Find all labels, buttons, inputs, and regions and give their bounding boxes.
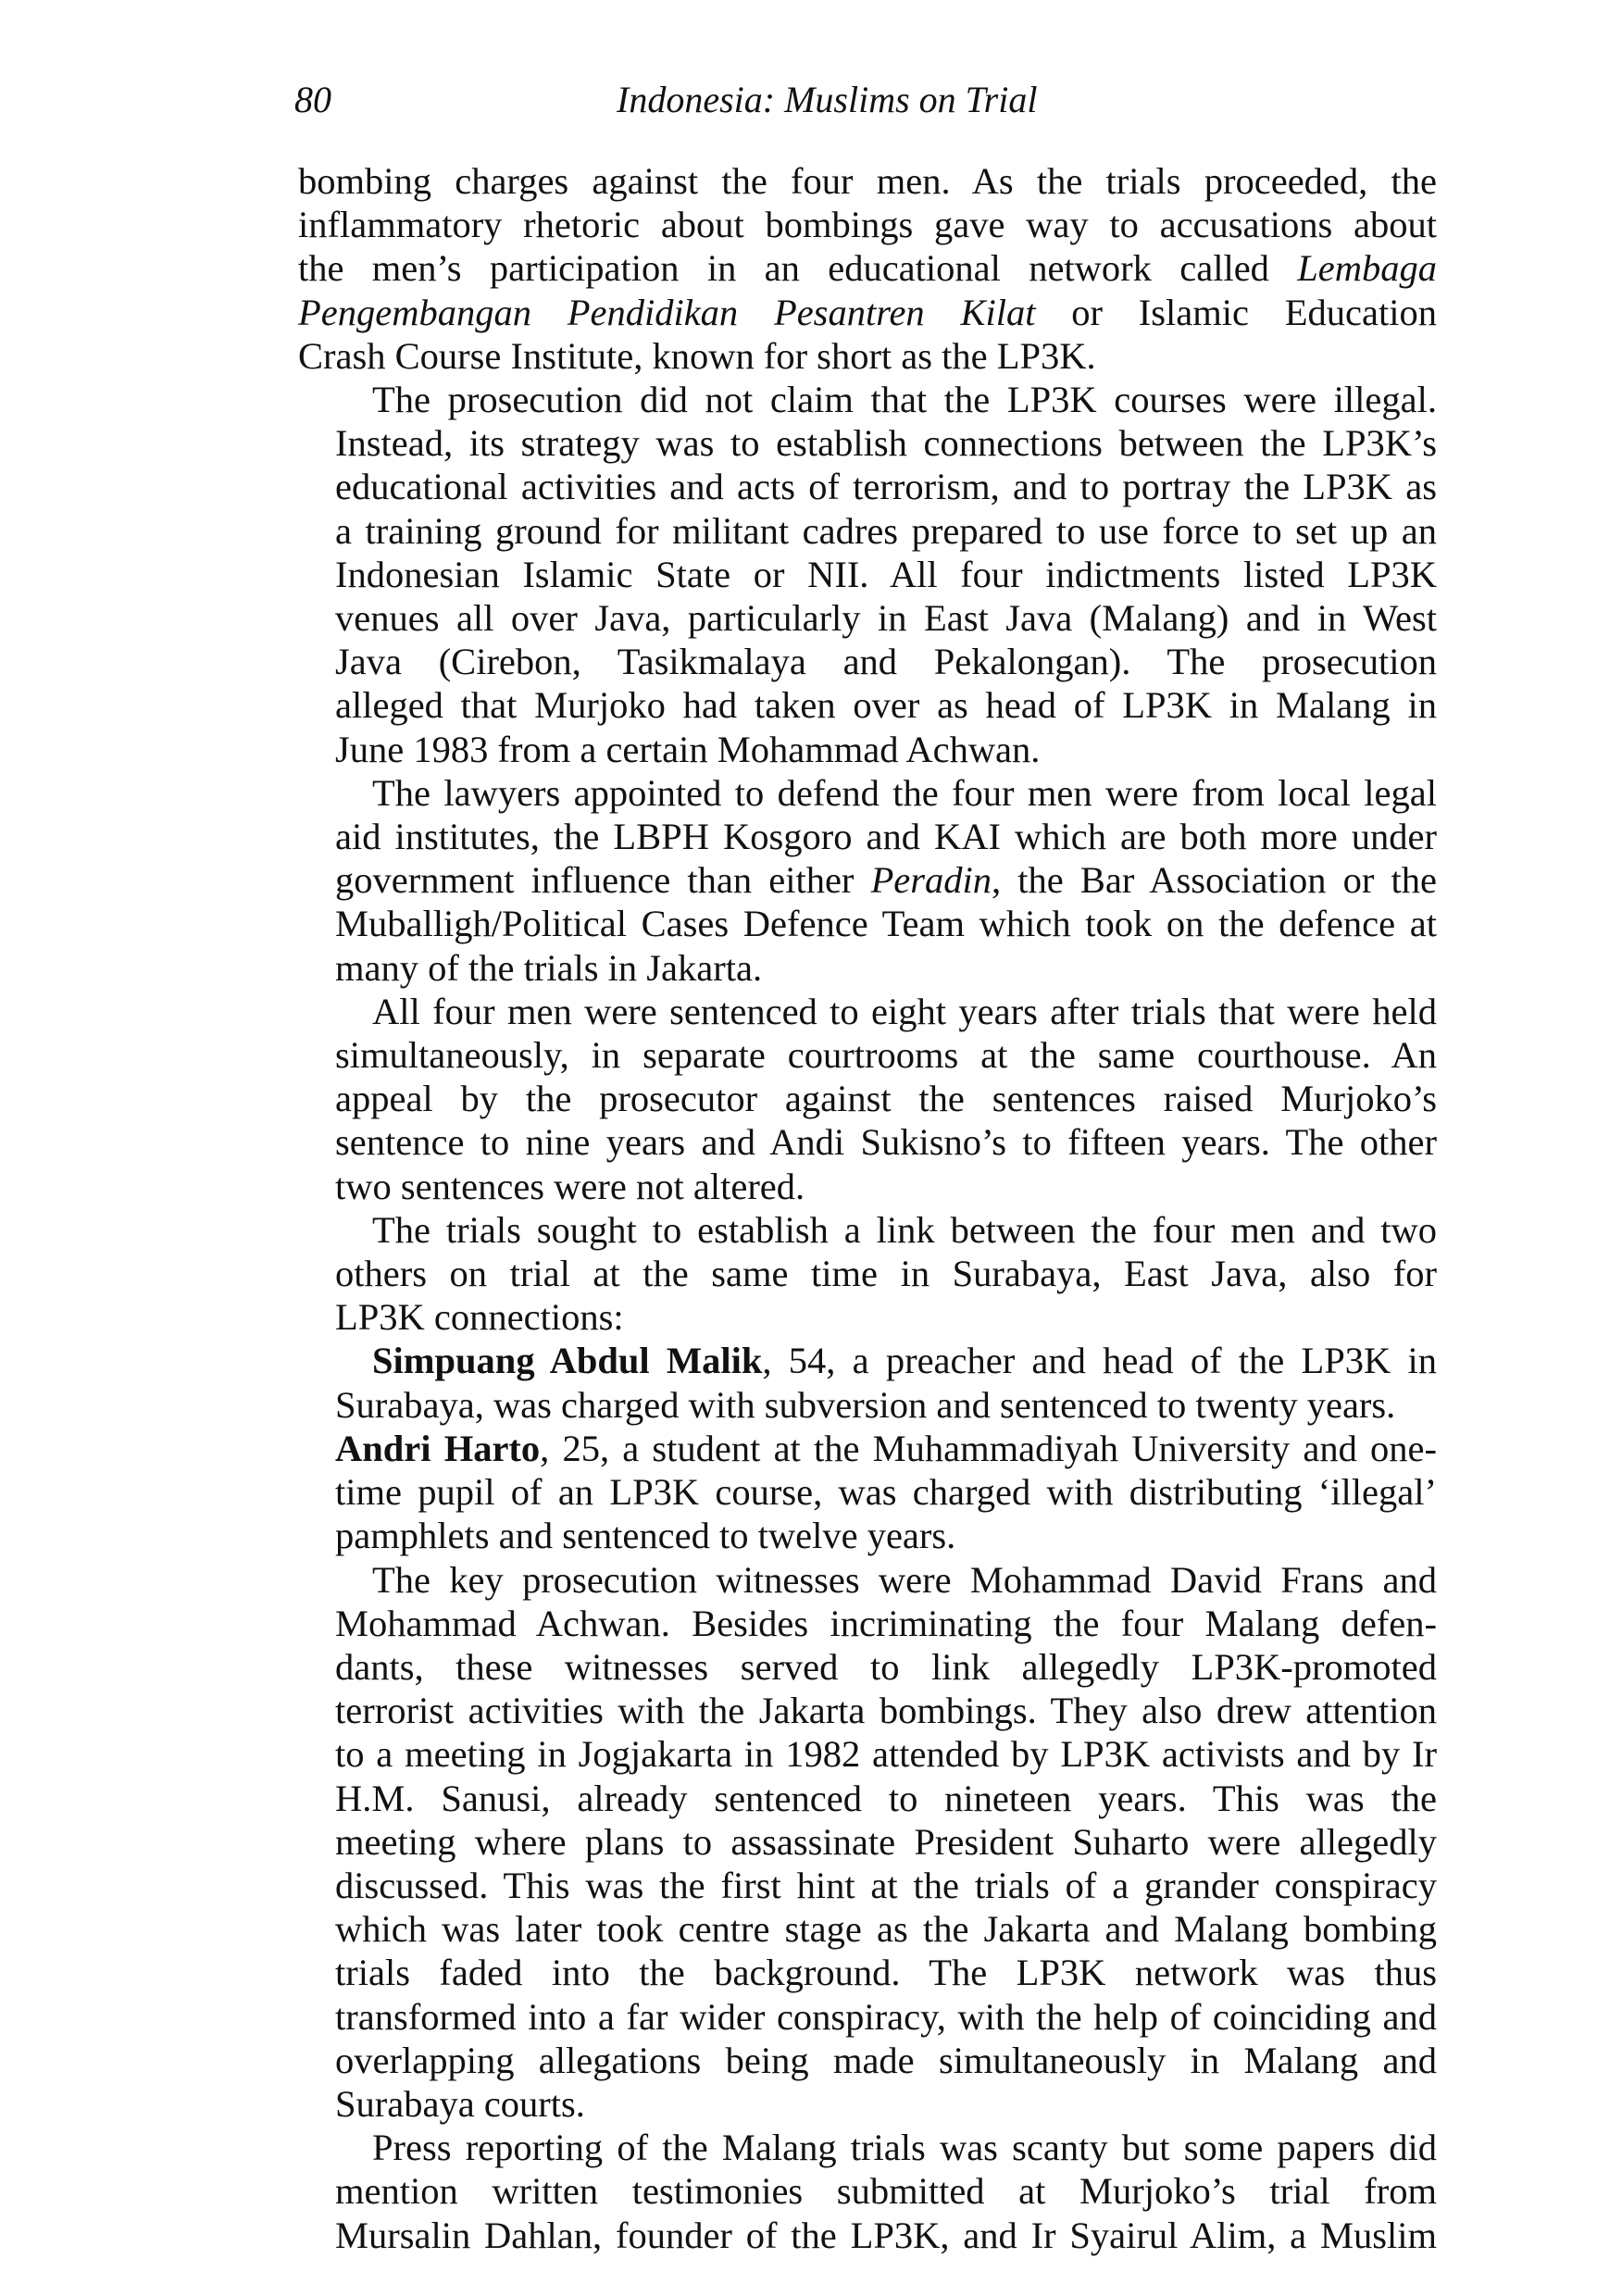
text-line: time pupil of an LP3K course, was charged with distributing ‘illegal’ [335, 1471, 1437, 1514]
paragraph-9 [298, 2126, 1437, 2257]
text-line: Muballigh/Political Cases Defence Team which took on the defence at [335, 903, 1437, 945]
text-line: The prosecution did not claim that the LP3K courses were illegal. [372, 379, 1437, 421]
paragraph-3 [298, 771, 1437, 990]
text-line: The trials sought to establish a link between the four men and two [372, 1208, 1437, 1251]
body-text [298, 159, 1437, 2257]
text-line: bombing charges against the four men. As the trials proceeded, the [298, 160, 1437, 202]
text-line: dants, these witnesses served to link allegedly LP3K-promoted [335, 1645, 1437, 1688]
text-line: sentence to nine years and Andi Sukisno’s to fifteen years. The other [335, 1121, 1437, 1164]
book-title: Indonesia: Muslims on Trial [617, 79, 1038, 120]
text-line: terrorist activities with the Jakarta bombings. They also drew attention [335, 1690, 1437, 1732]
text-line: The key prosecution witnesses were Mohammad David Frans and [372, 1558, 1437, 1601]
text-line: which was later took centre stage as the Jakarta and Malang bombing [335, 1908, 1437, 1951]
paragraph-1 [298, 159, 1437, 378]
running-head [294, 72, 1431, 128]
text-line: overlapping allegations being made simultaneously in Malang and [335, 2039, 1437, 2081]
paragraph-2 [298, 378, 1437, 771]
text-line: to a meeting in Jogjakarta in 1982 attended by LP3K activists and by Ir [335, 1733, 1437, 1776]
text-line: simultaneously, in separate courtrooms at the same courthouse. An [335, 1034, 1437, 1077]
text-line: Crash Course Institute, known for short as the LP3K. [298, 334, 1096, 377]
paragraph-4 [298, 990, 1437, 1208]
text-line: trials faded into the background. The LP3K network was thus [335, 1952, 1437, 1994]
text-line: many of the trials in Jakarta. [335, 946, 763, 989]
text-line: The lawyers appointed to defend the four men were from local legal [372, 771, 1437, 814]
text-line: pamphlets and sentenced to twelve years. [335, 1515, 956, 1557]
text-line: Press reporting of the Malang trials was scanty but some papers did [372, 2127, 1437, 2169]
text-line: Surabaya, was charged with subversion and sentenced to twenty years. [335, 1383, 1396, 1426]
defendant-entry-malik [298, 1339, 1437, 1426]
italic-term: Pengembangan Pendidikan Pesantren Kilat [298, 291, 1036, 333]
text-line: inflammatory rhetoric about bombings gave way to accusations about [298, 204, 1437, 246]
text-fragment: , 25, a student at the Muhammadiyah University and one- [540, 1427, 1437, 1469]
text-line: Surabaya courts. [335, 2082, 585, 2125]
page-number: 80 [294, 79, 331, 120]
text-line: Java (Cirebon, Tasikmalaya and Pekalongan). The prosecution [335, 641, 1437, 683]
text-line: a training ground for militant cadres prepared to use force to set up an [335, 509, 1437, 552]
paragraph-5 [298, 1208, 1437, 1340]
text-line [298, 246, 1437, 290]
text-line: appeal by the prosecutor against the sentences raised Murjoko’s [335, 1078, 1437, 1120]
text-line [298, 858, 1437, 902]
text-fragment: the men’s participation in an educational network called [298, 247, 1298, 290]
text-line: venues all over Java, particularly in East Java (Malang) and in West [335, 597, 1437, 640]
text-line: alleged that Murjoko had taken over as head of LP3K in Malang in [335, 684, 1437, 727]
text-fragment: , 54, a preacher and head of the LP3K in [762, 1340, 1437, 1382]
defendant-name: Simpuang Abdul Malik [372, 1340, 763, 1382]
text-line: others on trial at the same time in Surabaya, East Java, also for [335, 1253, 1437, 1295]
italic-term: Lembaga [1297, 247, 1437, 290]
defendant-name: Andri Harto [335, 1427, 541, 1469]
text-line: Mohammad Achwan. Besides incriminating the four Malang defen- [335, 1602, 1437, 1644]
text-line: two sentences were not altered. [335, 1165, 805, 1207]
text-line: educational activities and acts of terrorism, and to portray the LP3K as [335, 466, 1437, 508]
text-line: LP3K connections: [335, 1296, 624, 1339]
text-line: Instead, its strategy was to establish connections between the LP3K’s [335, 422, 1437, 465]
text-line [298, 1427, 1437, 1470]
paragraph-8 [298, 1558, 1437, 2127]
text-fragment: , the Bar Association or the [992, 859, 1437, 902]
text-line: transformed into a far wider conspiracy, with the help of coinciding and [335, 1995, 1437, 2038]
text-line [298, 1339, 1437, 1382]
italic-term: Peradin [870, 859, 992, 902]
text-fragment: or Islamic Education [1035, 291, 1437, 333]
text-fragment: government influence than either [335, 859, 871, 902]
text-line: meeting where plans to assassinate President Suharto were allegedly [335, 1820, 1437, 1863]
text-line: aid institutes, the LBPH Kosgoro and KAI which are both more under [335, 816, 1437, 858]
text-line: Mursalin Dahlan, founder of the LP3K, and Ir Syairul Alim, a Muslim [335, 2214, 1437, 2256]
defendant-entry-harto [298, 1427, 1437, 1558]
text-line: H.M. Sanusi, already sentenced to nineteen years. This was the [335, 1777, 1437, 1819]
text-line: All four men were sentenced to eight years after trials that were held [372, 990, 1437, 1032]
text-line: mention written testimonies submitted at Murjoko’s trial from [335, 2170, 1437, 2213]
text-line [298, 291, 1437, 334]
text-line: Indonesian Islamic State or NII. All four indictments listed LP3K [335, 553, 1437, 595]
text-line: discussed. This was the first hint at the trials of a grander conspiracy [335, 1864, 1437, 1906]
text-line: June 1983 from a certain Mohammad Achwan. [335, 728, 1041, 770]
